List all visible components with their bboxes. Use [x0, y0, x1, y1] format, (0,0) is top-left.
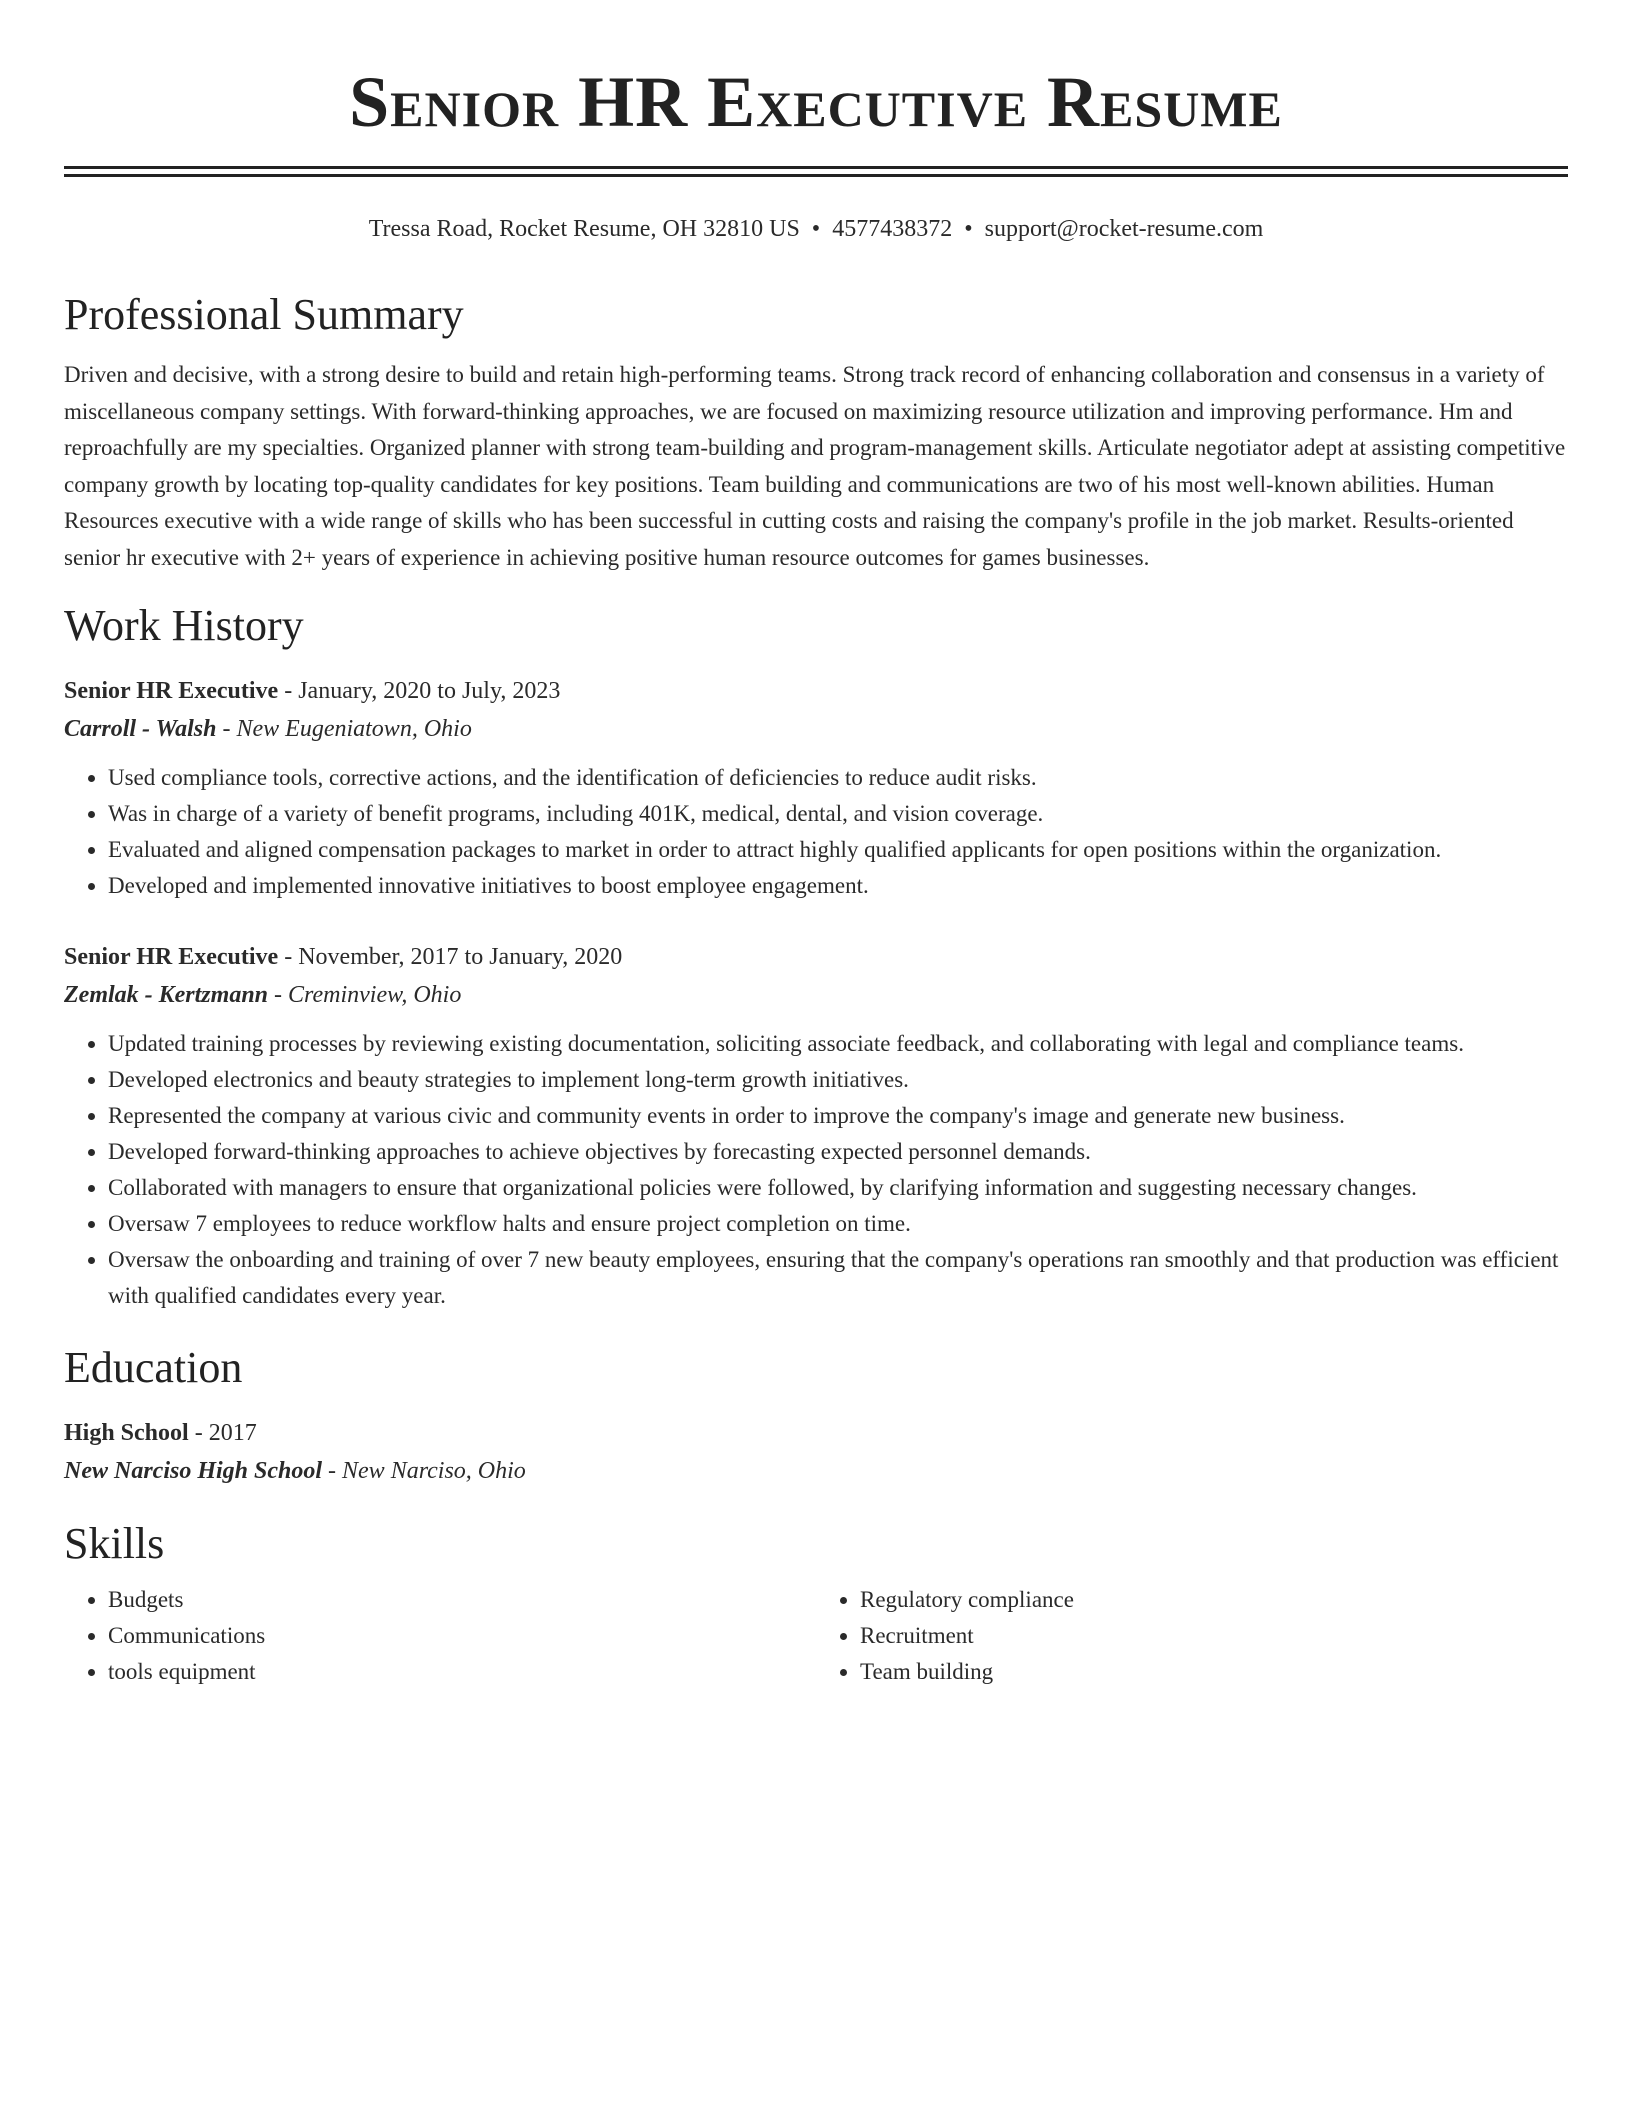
list-item: • Used compliance tools, corrective actions, and the identification of deficiencies to reduce audit risks.	[108, 760, 1568, 796]
contact-address: Tressa Road, Rocket Resume, OH 32810 US	[368, 216, 800, 242]
title-divider-top	[64, 166, 1568, 169]
job-bullets	[64, 1026, 1568, 1314]
list-item: • Represented the company at various civic and community events in order to improve the company's image and generate new business.	[108, 1098, 1568, 1134]
list-item: • Oversaw the onboarding and training of over 7 new beauty employees, ensuring that the company's operations ran smoothly and that production was efficient with qualified candidates every year.	[108, 1242, 1568, 1314]
bullet-separator: •	[811, 216, 821, 242]
school-name: New Narciso High School	[64, 1458, 323, 1484]
resume-title: Senior HR Executive Resume	[349, 62, 1283, 142]
list-item: • Developed and implemented innovative initiatives to boost employee engagement.	[108, 868, 1568, 904]
bullet-separator: •	[964, 216, 973, 242]
list-item: • Was in charge of a variety of benefit programs, including 401K, medical, dental, and vision coverage.	[108, 796, 1568, 832]
job-title-line	[64, 938, 1568, 976]
job-dates: - November, 2017 to January, 2020	[278, 944, 623, 970]
company-line	[64, 710, 1568, 748]
list-item: • Evaluated and aligned compensation packages to market in order to attract highly qualified applicants for open positions within the organization.	[108, 832, 1568, 868]
skill-item: • tools equipment	[108, 1654, 816, 1690]
school-line	[64, 1452, 1568, 1490]
company-name: Zemlak - Kertzmann	[64, 982, 269, 1008]
contact-email: support@rocket-resume.com	[984, 216, 1264, 242]
school-location: - New Narciso, Ohio	[322, 1458, 526, 1484]
company-location: - Creminview, Ohio	[268, 982, 462, 1008]
skills-column-left	[64, 1582, 816, 1690]
skill-item: • Regulatory compliance	[860, 1582, 1568, 1618]
skills-list	[64, 1582, 1568, 1690]
company-location: - New Eugeniatown, Ohio	[216, 716, 472, 742]
summary-text: Driven and decisive, with a strong desire to build and retain high-performing teams. Strong track record of enhancing collaboration and consensus in a variety of miscellaneous company settings. With forward-thinking approaches, we are focused on maximizing resource utilization and improving performance. Hm and reproachfully are my specialties. Organized planner with strong team-building and program-management skills. Articulate negotiator adept at assisting competitive company growth by locating top-quality candidates for key positions. Team building and communications are two of his most well-known abilities. Human Resources executive with a wide range of skills who has been successful in cutting costs and raising the company's profile in the job market. Results-oriented senior hr executive with 2+ years of experience in achieving positive human resource outcomes for games businesses.	[64, 362, 1566, 570]
job-entry	[64, 672, 1568, 904]
skill-item: • Budgets	[108, 1582, 816, 1618]
list-item: • Developed forward-thinking approaches to achieve objectives by forecasting expected personnel demands.	[108, 1134, 1568, 1170]
graduation-year: - 2017	[188, 1420, 257, 1446]
company-line	[64, 976, 1568, 1014]
degree: High School	[64, 1420, 189, 1446]
job-bullets	[64, 760, 1568, 904]
degree-line	[64, 1414, 1568, 1452]
company-name: Carroll - Walsh	[64, 716, 217, 742]
skills-heading: Skills	[64, 1519, 165, 1568]
job-title-line	[64, 672, 1568, 710]
title-divider-bottom	[64, 174, 1568, 177]
contact-phone: 4577438372	[832, 216, 953, 242]
contact-line	[64, 213, 1568, 245]
education-heading: Education	[64, 1343, 243, 1392]
job-title: Senior HR Executive	[64, 678, 279, 704]
job-title: Senior HR Executive	[64, 944, 279, 970]
list-item: • Updated training processes by reviewing existing documentation, soliciting associate feedback, and collaborating with legal and compliance teams.	[108, 1026, 1568, 1062]
education-entry	[64, 1414, 1568, 1490]
work-history-heading: Work History	[64, 601, 304, 650]
list-item: • Oversaw 7 employees to reduce workflow halts and ensure project completion on time.	[108, 1206, 1568, 1242]
list-item: • Collaborated with managers to ensure that organizational policies were followed, by clarifying information and suggesting necessary changes.	[108, 1170, 1568, 1206]
skills-column-right	[816, 1582, 1568, 1690]
summary-heading: Professional Summary	[64, 290, 464, 339]
job-dates: - January, 2020 to July, 2023	[278, 678, 561, 704]
list-item: • Developed electronics and beauty strategies to implement long-term growth initiatives.	[108, 1062, 1568, 1098]
skill-item: • Recruitment	[860, 1618, 1568, 1654]
job-entry	[64, 938, 1568, 1314]
skill-item: • Team building	[860, 1654, 1568, 1690]
skill-item: • Communications	[108, 1618, 816, 1654]
